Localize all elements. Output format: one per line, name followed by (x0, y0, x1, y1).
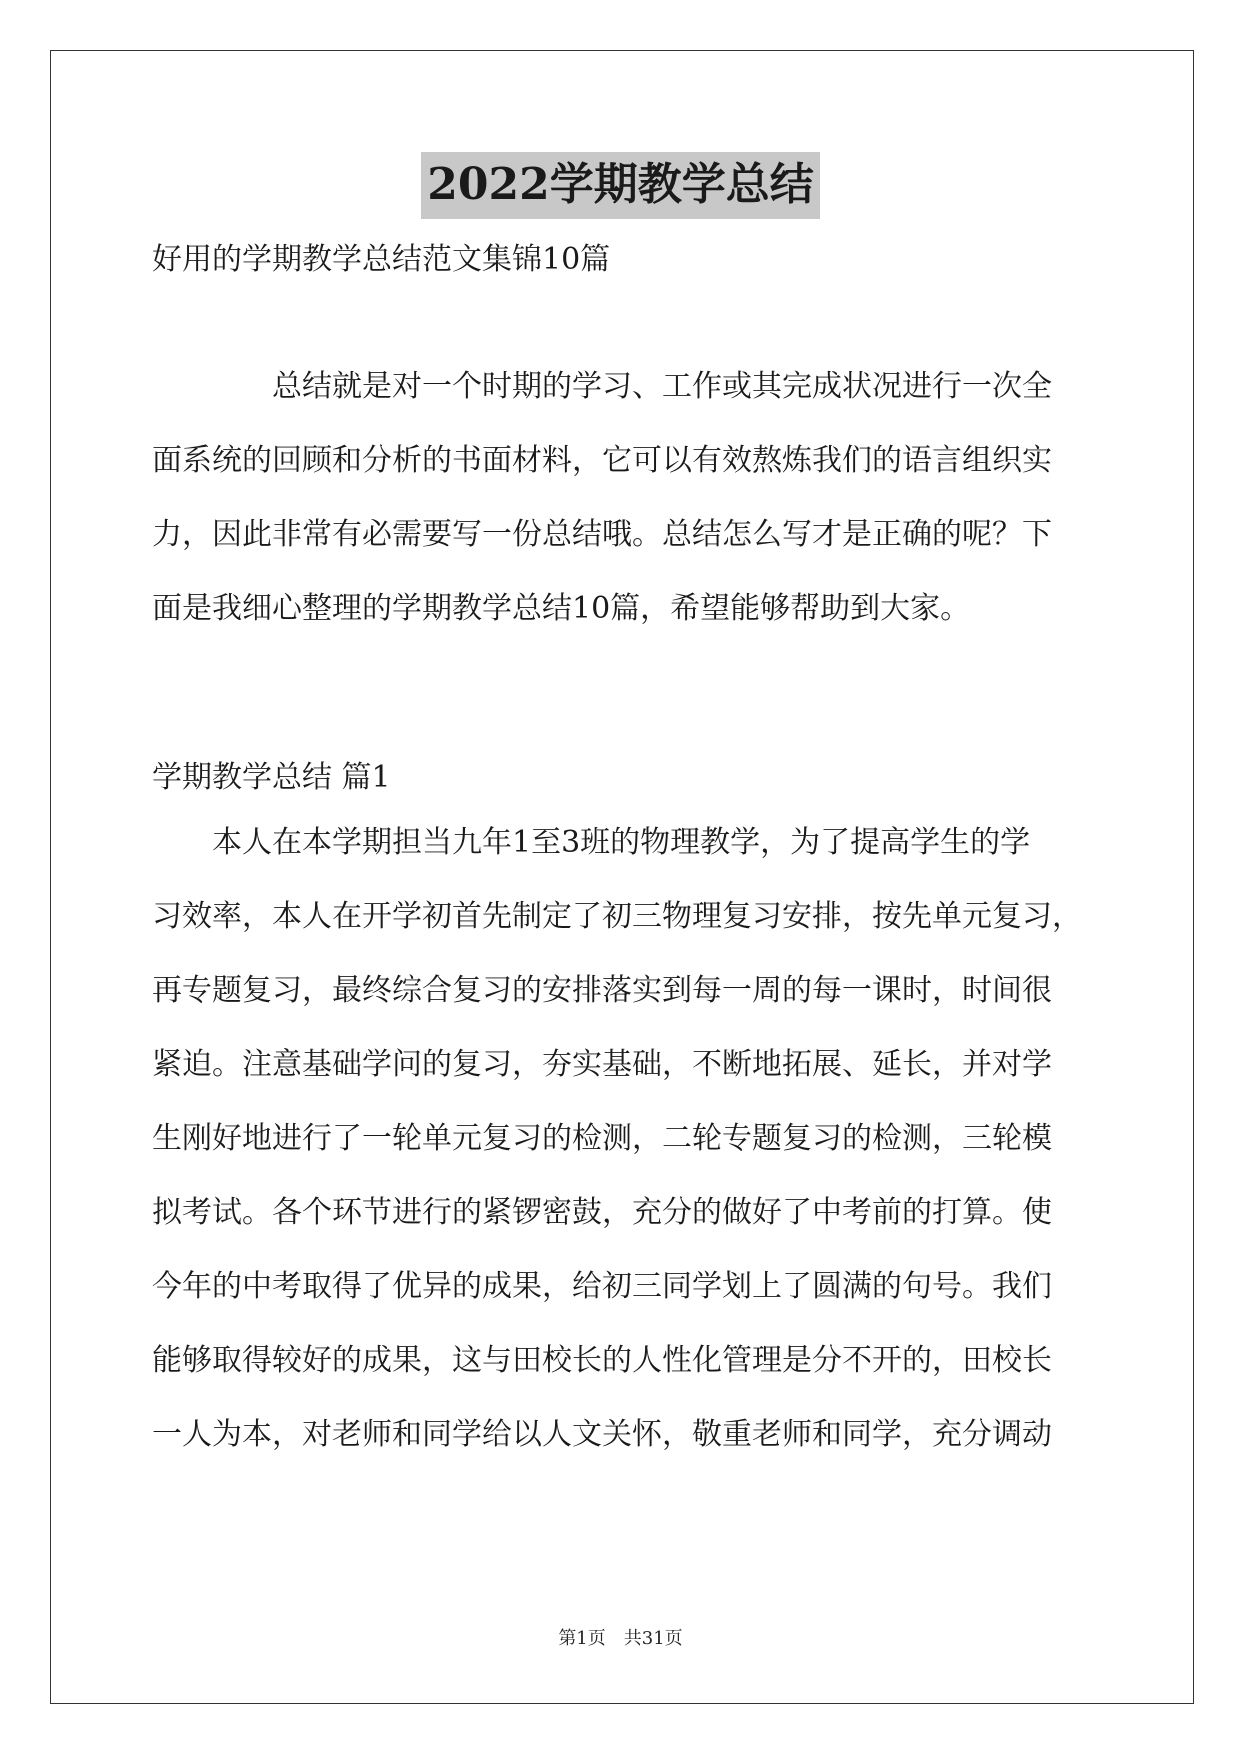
page-footer: 第1页 共31页 (558, 1628, 683, 1649)
intro-line: 面是我细心整理的学期教学总结10篇，希望能够帮助到大家。 (152, 591, 971, 626)
intro-line: 总结就是对一个时期的学习、工作或其完成状况进行一次全 (152, 369, 1052, 404)
document-subtitle: 好用的学期教学总结范文集锦10篇 (152, 242, 611, 277)
document-title: 2022学期教学总结 (421, 152, 819, 219)
body-line: 本人在本学期担当九年1至3班的物理教学，为了提高学生的学 (152, 825, 1031, 860)
body-line: 紧迫。注意基础学问的复习，夯实基础，不断地拓展、延长，并对学 (152, 1047, 1052, 1082)
title-container (0, 152, 1241, 219)
intro-line: 面系统的回顾和分析的书面材料，它可以有效熬炼我们的语言组织实 (152, 443, 1052, 478)
body-line: 今年的中考取得了优异的成果，给初三同学划上了圆满的句号。我们 (152, 1269, 1052, 1304)
body-paragraph (152, 806, 1092, 1472)
body-line: 一人为本，对老师和同学给以人文关怀，敬重老师和同学，充分调动 (152, 1417, 1052, 1452)
body-line: 拟考试。各个环节进行的紧锣密鼓，充分的做好了中考前的打算。使 (152, 1195, 1052, 1230)
body-line: 能够取得较好的成果，这与田校长的人性化管理是分不开的，田校长 (152, 1343, 1052, 1378)
section-heading: 学期教学总结 篇1 (152, 760, 391, 795)
body-line: 生刚好地进行了一轮单元复习的检测，二轮专题复习的检测，三轮模 (152, 1121, 1052, 1156)
body-line: 再专题复习，最终综合复习的安排落实到每一周的每一课时，时间很 (152, 973, 1052, 1008)
intro-line: 力，因此非常有必需要写一份总结哦。总结怎么写才是正确的呢？下 (152, 517, 1052, 552)
intro-paragraph (152, 350, 1092, 646)
body-line: 习效率，本人在开学初首先制定了初三物理复习安排，按先单元复习， (152, 899, 1082, 934)
